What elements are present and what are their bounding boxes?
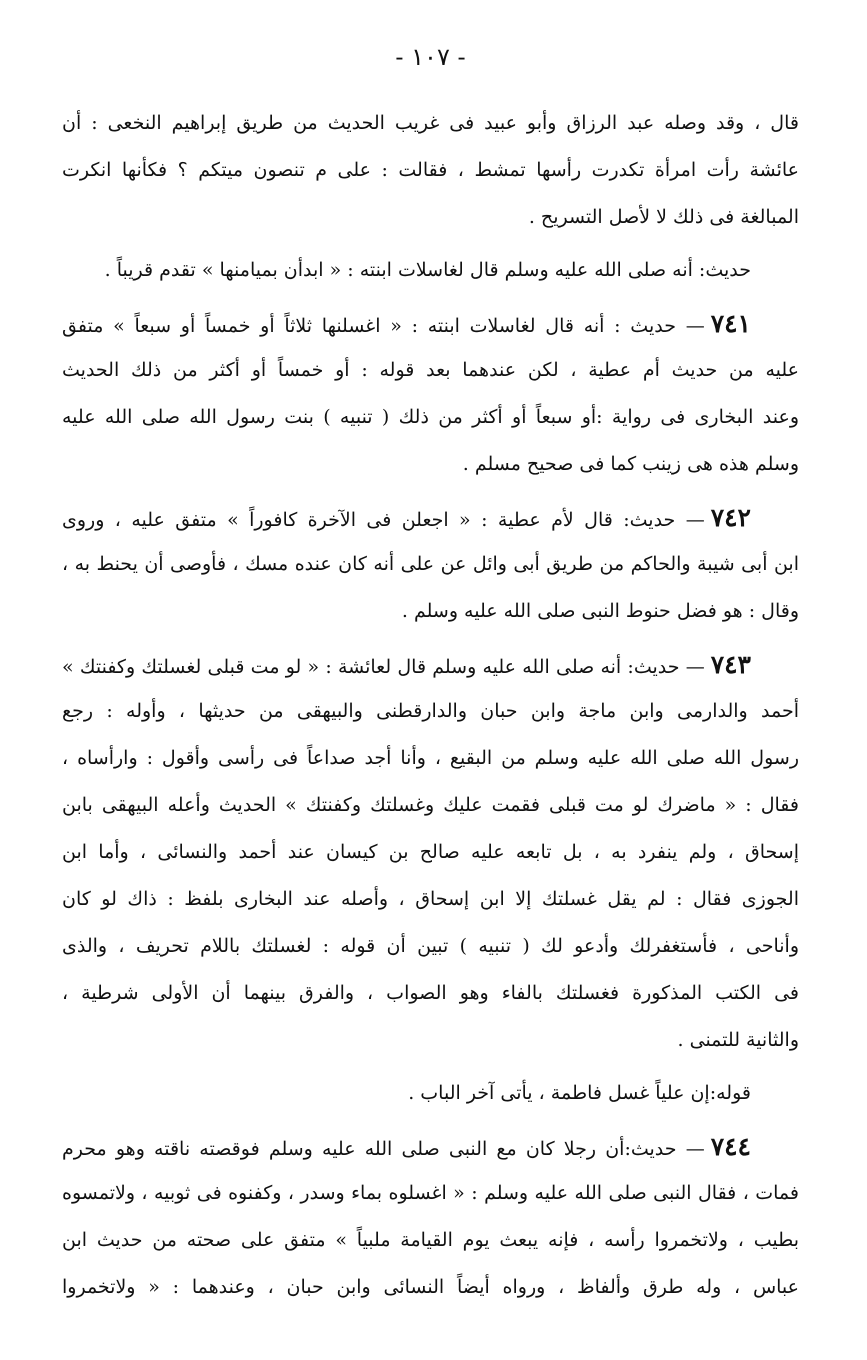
hadith-number: ٧٤٣ bbox=[710, 650, 751, 679]
page-number: - ١٠٧ - bbox=[395, 43, 466, 71]
text-line: الجوزى فقال : لم يقل غسلتك إلا ابن إسحاق ، وأصله عند البخارى بلفظ : ذاك لو كان bbox=[62, 888, 799, 910]
hadith-entry bbox=[62, 1123, 799, 1311]
hadith-number: ٧٤٤ bbox=[710, 1132, 751, 1161]
text-line bbox=[62, 641, 799, 688]
text-line: وقال : هو فضل حنوط النبى صلى الله عليه وسلم . bbox=[401, 600, 799, 622]
text-line: ابن أبى شيبة والحاكم من طريق أبى وائل عن على أنه كان عنده مسك ، فأوصى أن يحنط به ، bbox=[62, 553, 799, 575]
hadith-entry bbox=[62, 300, 799, 488]
text-line: والثانية للتمنى . bbox=[677, 1029, 799, 1051]
text-line: فمات ، فقال النبى صلى الله عليه وسلم : « اغسلوه بماء وسدر ، وكفنوه فى ثوبيه ، ولاتمسوه bbox=[62, 1182, 799, 1204]
text-line: إسحاق ، ولم ينفرد به ، بل تابعه عليه صالح بن كيسان عند أحمد والنسائى ، وأما ابن bbox=[62, 841, 799, 863]
text-line: وسلم هذه هى زينب كما فى صحيح مسلم . bbox=[462, 453, 799, 475]
hadith-number: ٧٤١ bbox=[710, 309, 751, 338]
paragraph bbox=[62, 247, 799, 294]
text-line: فى الكتب المذكورة فغسلتك بالفاء وهو الصواب ، والفرق بينهما أن الأولى شرطية ، bbox=[62, 982, 799, 1004]
paragraph bbox=[62, 1070, 799, 1117]
hadith-entry bbox=[62, 494, 799, 635]
document-page bbox=[62, 40, 799, 1317]
text-line: بطيب ، ولاتخمروا رأسه ، فإنه يبعث يوم القيامة ملبياً » متفق على صحته من حديث ابن bbox=[62, 1229, 799, 1251]
paragraph bbox=[62, 100, 799, 241]
text-line bbox=[62, 300, 799, 347]
text-segment: — حديث:أن رجلا كان مع النبى صلى الله عليه وسلم فوقصته ناقته وهو محرم bbox=[62, 1138, 705, 1160]
text-line: فقال : « ماضرك لو مت قبلى فقمت عليك وغسلتك وكفنتك » الحديث وأعله البيهقى بابن bbox=[62, 794, 799, 816]
text-line: قال ، وقد وصله عبد الرزاق وأبو عبيد فى غريب الحديث من طريق إبراهيم النخعى : أن bbox=[62, 112, 799, 134]
text-segment: — حديث: قال لأم عطية : « اجعلن فى الآخرة كافوراً » متفق عليه ، وروى bbox=[62, 509, 705, 531]
text-line: قوله:إن علياً غسل فاطمة ، يأتى آخر الباب . bbox=[408, 1082, 751, 1104]
text-line: عليه من حديث أم عطية ، لكن عندهما بعد قوله : أو خمساً أو أكثر من ذلك الحديث bbox=[62, 359, 799, 381]
text-segment: — حديث : أنه قال لغاسلات ابنته : « اغسلنها ثلاثاً أو خمساً أو سبعاً » متفق bbox=[62, 315, 705, 337]
text-line bbox=[62, 494, 799, 541]
text-line: وعند البخارى فى رواية :أو سبعاً أو أكثر من ذلك ( تنبيه ) بنت رسول الله صلى الله عليه bbox=[62, 406, 799, 428]
text-line: المبالغة فى ذلك لا لأصل التسريح . bbox=[528, 206, 799, 228]
text-segment: — حديث: أنه صلى الله عليه وسلم قال لعائشة : « لو مت قبلى لغسلتك وكفنتك » bbox=[62, 656, 705, 678]
text-line bbox=[62, 1123, 799, 1170]
text-line: رسول الله صلى الله عليه وسلم من البقيع ، وأنا أجد صداعاً فى رأسى وأقول : وارأساه ، bbox=[62, 747, 799, 769]
text-line: أحمد والدارمى وابن ماجة وابن حبان والدارقطنى والبيهقى من حديثها ، وأوله : رجع bbox=[62, 700, 799, 722]
text-line: عباس ، وله طرق وألفاظ ، ورواه أيضاً النسائى وابن حبان ، وعندهما : « ولاتخمروا bbox=[62, 1276, 799, 1298]
text-line: وأناحى ، فأستغفرلك وأدعو لك ( تنبيه ) تبين أن قوله : لغسلتك باللام تحريف ، والذى bbox=[62, 935, 799, 957]
hadith-number: ٧٤٢ bbox=[710, 503, 751, 532]
hadith-entry bbox=[62, 641, 799, 1064]
text-line: حديث: أنه صلى الله عليه وسلم قال لغاسلات ابنته : « ابدأن بميامنها » تقدم قريباً . bbox=[104, 259, 751, 281]
text-line: عائشة رأت امرأة تكدرت رأسها تمشط ، فقالت : على م تنصون ميتكم ؟ فكأنها انكرت bbox=[62, 159, 799, 181]
